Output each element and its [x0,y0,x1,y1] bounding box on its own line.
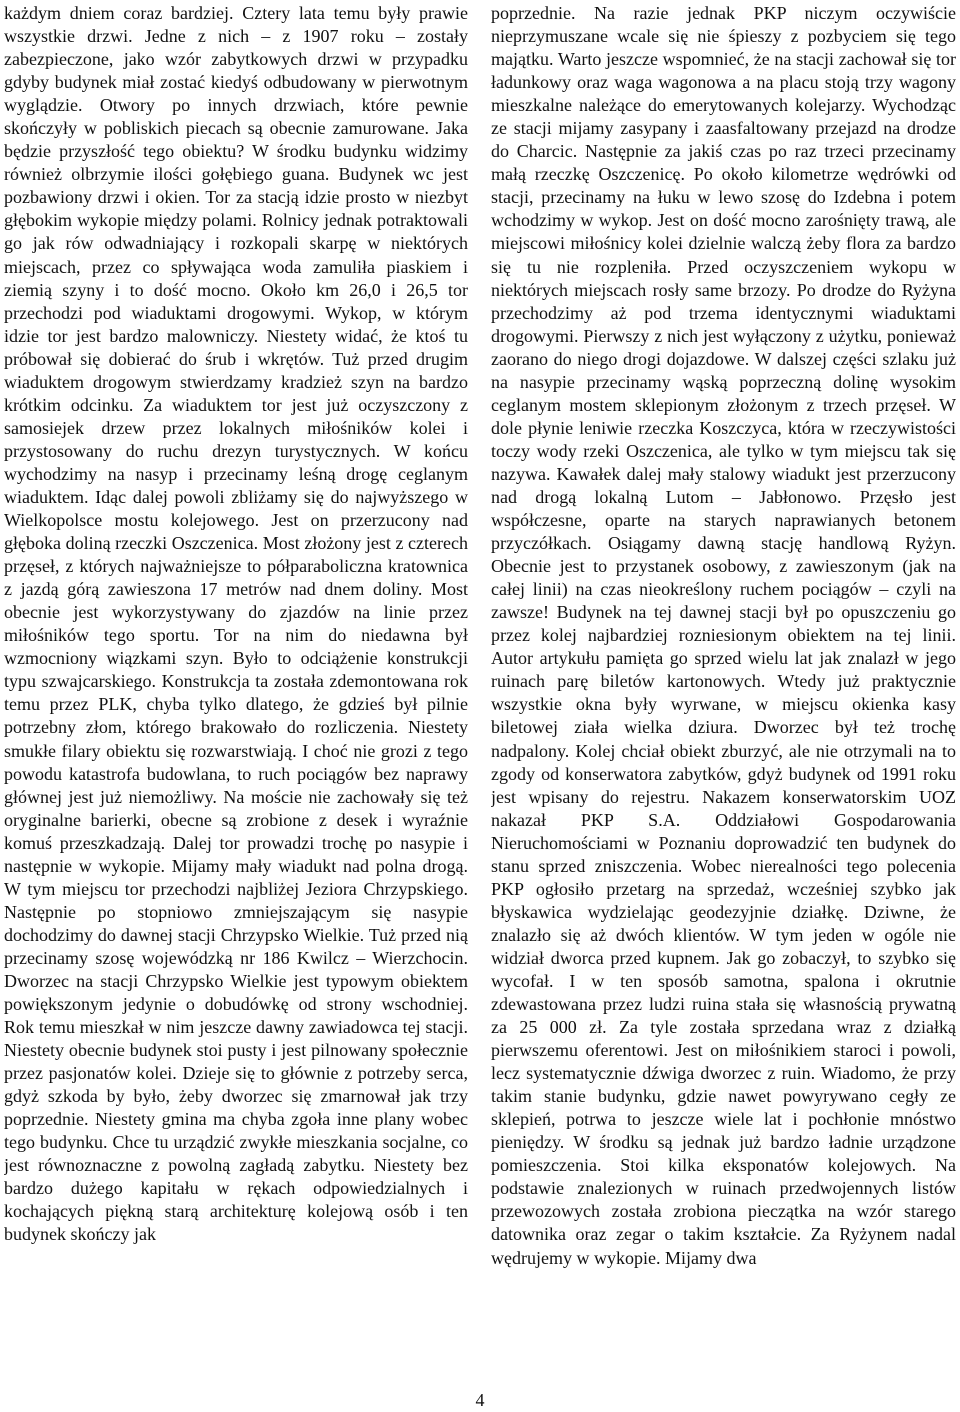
text-column-left [4,2,468,1387]
page-number: 4 [475,1390,485,1410]
paragraph-left: każdym dniem coraz bardziej. Cztery lata temu były prawie wszystkie drzwi. Jedne z nich – z 1907 roku – zostały zabezpieczone, jako wzór zabytkowych drzwi w przypadku gdyby budynek miał zostać kiedyś odbudowany w pierwotnym wyglądzie. Otwory po innych drzwiach, które pewnie skończyły w pobliskich piecach są obecnie zamurowane. Jaka będzie przyszłość tego obiektu? W środku budynku widzimy również olbrzymie ilości gołębiego guana. Budynek wc jest pozbawiony drzwi i okien. Tor za stacją idzie prosto w niezbyt głębokim wykopie między polami. Rolnicy jednak potraktowali go jak rów odwadniający i rozkopali skarpę w niektórych miejscach, przez co spływająca woda zamuliła piaskiem i ziemią szyny i to dość mocno. Około km 26,0 i 26,5 tor przechodzi pod wiaduktami drogowymi. Wykop, w którym idzie tor jest bardzo malowniczy. Niestety widać, że ktoś tu próbował się dobierać do śrub i wkrętów. Tuż przed drugim wiaduktem drogowym stwierdzamy kradzież szyn na bardzo krótkim odcinku. Za wiaduktem tor jest już oczyszczony z samosiejek drzew przez lokalnych miłośników kolei i przystosowany do ruchu drezyn turystycznych. W końcu wychodzimy na nasyp i przecinamy leśną drogę ceglanym wiaduktem. Idąc dalej powoli zbliżamy się do najwyższego w Wielkopolsce mostu kolejowego. Jest on przerzucony nad głęboka doliną rzeczki Oszczenica. Most złożony jest z czterech przęseł, z których najważniejsze to półparaboliczna kratownica z jazdą górą zawieszona 17 metrów nad dnem doliny. Most obecnie jest wykorzystywany do zjazdów na linie przez miłośników tego sportu. Tor na nim do niedawna był wzmocniony wiązkami szyn. Było to odciążenie konstrukcji typu szwajcarskiego. Konstrukcja ta została zdemontowana rok temu przez PLK, chyba tylko dlatego, że gdzieś był pilnie potrzebny złom, którego brakowało do rozliczenia. Niestety smukłe filary obiektu się rozwarstwiają. I choć nie grozi z tego powodu katastrofa budowlana, to ruch pociągów bez naprawy głównej jest już niemożliwy. Na moście nie zachowały się też oryginalne barierki, obecne są zrobione z desek i wyraźnie komuś przeszkadzają. Dalej tor prowadzi trochę po nasypie i następnie w wykopie. Mijamy mały wiadukt nad polna drogą. W tym miejscu tor przechodzi najbliżej Jeziora Chrzypskiego. Następnie po stopniowo zmniejszającym się nasypie dochodzimy do dawnej stacji Chrzypsko Wielkie. Tuż przed nią przecinamy szosę wojewódzką nr 186 Kwilcz – Wierzchocin. Dworzec na stacji Chrzypsko Wielkie jest typowym obiektem powiększonym jedynie o dobudówkę od strony wschodniej. Rok temu mieszkał w nim jeszcze dawny zawiadowca tej stacji. Niestety obecnie budynek stoi pusty i jest pilnowany społecznie przez pasjonatów kolei. Dzieje się to głównie z potrzeby serca, gdyż szkoda by było, żeby dworzec się zmarnował jak trzy poprzednie. Niestety gmina ma chyba zgoła inne plany wobec tego budynku. Chce tu urządzić zwykłe mieszkania socjalne, co jest równoznaczne z powolną zagładą zabytku. Niestety bez bardzo dużego kapitału w rękach odpowiedzialnych i kochających piękną starą architekturę kolejową osób i ten budynek skończy jak [4,3,468,1245]
text-column-right [491,2,956,1387]
paragraph-right: poprzednie. Na razie jednak PKP niczym oczywiście nieprzymuszane wcale się nie śpieszy z pozbyciem się tego majątku. Warto jeszcze wspomnieć, że na stacji zachował się tor ładunkowy oraz waga wagonowa a na placu stoją trzy wagony mieszkalne należące do emerytowanych kolejarzy. Wychodząc ze stacji mijamy zasypany i zaasfaltowany przejazd na drodze do Charcic. Następnie za jakiś czas po raz trzeci przecinamy małą rzeczkę Oszczenicę. Po około kilometrze wędrówki od stacji, przecinamy na łuku w lewo szosę do Izdebna i potem wchodzimy w wykop. Jest on dość mocno zarośnięty trawą, ale miejscowi miłośnicy kolei dzielnie walczą żeby flora za bardzo się tu nie rozpleniła. Przed oczyszczeniem wykopu w niektórych miejscach rosły same brzozy. Po drodze do Ryżyna przechodzimy aż pod trzema identycznymi wiaduktami drogowymi. Pierwszy z nich jest wyłączony z użytku, ponieważ zaorano do niego drogi dojazdowe. W dalszej części szlaku już na nasypie przecinamy wąską poprzeczną dolinę wysokim ceglanym mostem sklepionym złożonym z trzech przęseł. W dole płynie leniwie rzeczka Koszczyca, która w rzeczywistości toczy wody rzeki Oszczenica, ale tylko w tym miejscu tak się nazywa. Kawałek dalej mały stalowy wiadukt jest przerzucony nad drogą lokalną Lutom – Jabłonowo. Przęsło jest współczesne, oparte na starych naprawianych betonem przyczółkach. Osiągamy dawną stację handlową Ryżyn. Obecnie jest to przystanek osobowy, z zawieszonym (jak na całej linii) na czas nieokreślony ruchem pociągów – czyli na zawsze! Budynek na tej dawnej stacji był po opuszczeniu go przez kolej najbardziej rozniesionym obiektem na tej linii. Autor artykułu pamięta go sprzed wielu lat jak znalazł w jego ruinach parę biletów kartonowych. Wtedy już praktycznie wszystkie okna były wyrwane, w miejscu okienka kasy biletowej ziała wielka dziura. Dworzec był też trochę nadpalony. Kolej chciał obiekt zburzyć, ale nie otrzymali na to zgody od konserwatora zabytków, gdyż budynek od 1991 roku jest wpisany do rejestru. Nakazem konserwatorskim UOZ nakazał PKP S.A. Oddziałowi Gospodarowania Nieruchomościami w Poznaniu doprowadzić ten budynek do stanu sprzed zniszczenia. Wobec nierealności tego polecenia PKP ogłosiło przetarg na sprzedaż, wcześniej szybko jak błyskawica wydzielając geodezyjnie działkę. Dziwne, że znalazło się aż dwóch klientów. W tym jeden w ogóle nie widział dworca przed kupnem. Jak go zobaczył, to szybko się wycofał. I w ten sposób samotna, spalona i okrutnie zdewastowana przez ludzi ruina stała się własnością prywatną za 25 000 zł. Za tyle została sprzedana wraz z działką pierwszemu oferentowi. Jest on miłośnikiem staroci i powoli, lecz systematycznie dźwiga dworzec z ruin. Wiadomo, że przy takim stanie budynku, gdzie nawet powyrywano cegły ze sklepień, potrwa to jeszcze wiele lat i pochłonie mnóstwo pieniędzy. W środku są jednak już bardzo ładnie urządzone pomieszczenia. Stoi kilka eksponatów kolejowych. Na podstawie znalezionych w ruinach przedwojennych listów przewozowych została zrobiona pieczątka na wzór starego datownika oraz zegar o takim kształcie. Za Ryżynem nadal wędrujemy w wykopie. Mijamy dwa [491,3,956,1268]
